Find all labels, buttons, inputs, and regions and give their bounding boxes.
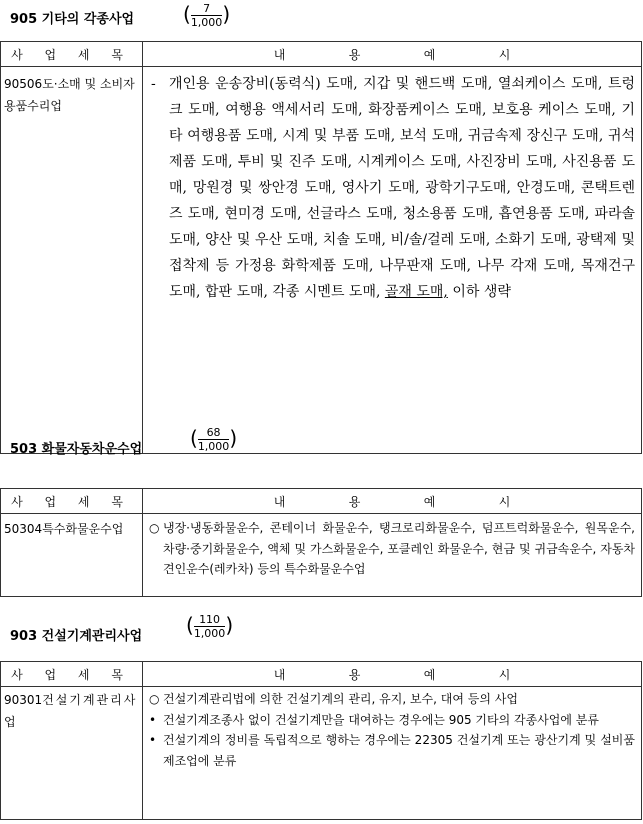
business-table (0, 488, 642, 597)
business-code: 90301 (4, 693, 43, 707)
content-text: 개인용 운송장비(동력식) 도매, 지갑 및 핸드백 도매, 열쇠케이스 도매, 트렁크 도매, 여행용 액세서리 도매, 화장품케이스 도매, 보호용 케이스 도매, 기타 여행용품 도매, 시계 및 부품 도매, 보석 도매, 귀금속제 장신구 도매, 귀석제품 도매, 투비 및 진주 도매, 시계케이스 도매, 사진장비 도매, 사진용품 도매, 망원경 및 쌍안경 도매, 영사기 도매, 광학기구도매, 안경도매, 콘택트렌즈 도매, 현미경 도매, 선글라스 도매, 청소용품 도매, 흡연용품 도매, 파라솔 도매, 양산 및 우산 도매, 치솔 도매, 비/솔/걸레 도매, 소화기 도매, 광택제 및 접착제 등 가정용 화학제품 도매, 나무판재 도매, 나무 각재 도매, 목재건구 도매, 합판 도매, 각종 시멘트 도매, (169, 76, 635, 300)
header-business-item: 사 업 세 목 (1, 42, 143, 67)
section-title: 503 화물자동차운수업 (10, 442, 143, 457)
content-text: 냉장·냉동화물운수, 콘테이너 화물운수, 탱크로리화물운수, 덤프트럭화물운수, 원목운수, 차량·중기화물운수, 액체 및 가스화물운수, 포클레인 화물운수, 현금 및 귀금속운수, 자동차 견인운수(레카차) 등의 특수화물운수업 (163, 521, 635, 576)
ratio-denominator: 1,000 (193, 627, 226, 640)
circle-mark: ○ (149, 692, 160, 706)
bullet-mark: • (149, 733, 157, 747)
business-name: 특수화물운수업 (42, 522, 124, 536)
business-table (0, 41, 642, 454)
section-title: 905 기타의 각종사업 (10, 12, 135, 27)
ratio-denominator: 1,000 (197, 440, 230, 453)
header-business-item: 사 업 세 목 (1, 662, 143, 687)
content-text: 건설기계관리법에 의한 건설기계의 관리, 유지, 보수, 대여 등의 사업 (163, 692, 518, 706)
content-example (143, 687, 642, 820)
content-tail-text: 이하 생략 (447, 284, 511, 300)
header-business-item: 사 업 세 목 (1, 489, 143, 514)
business-name: 도·소매 및 소비자용품수리업 (4, 77, 135, 113)
business-code-cell (1, 687, 143, 820)
content-underlined-text: 골재 도매, (384, 284, 448, 300)
ratio-denominator: 1,000 (190, 16, 223, 29)
bullet-mark: • (149, 712, 157, 727)
header-content-example: 내 용 예 시 (143, 42, 642, 67)
header-content-example: 내 용 예 시 (143, 662, 642, 687)
business-name: 건설기계관리사업 (4, 693, 138, 729)
ratio-fraction: ( $\frac{68}{1,000}$ ) (190, 425, 238, 453)
business-code: 50304 (4, 522, 43, 536)
business-code-cell (1, 67, 143, 454)
content-example (143, 514, 642, 597)
ratio-numerator: 68 (198, 427, 230, 440)
ratio-fraction: ( $\frac{110}{1,000}$ ) (186, 612, 234, 640)
header-content-example: 내 용 예 시 (143, 489, 642, 514)
ratio-numerator: 7 (191, 3, 223, 16)
business-table (0, 661, 642, 820)
circle-mark: ○ (149, 521, 160, 535)
ratio-numerator: 110 (194, 614, 226, 627)
section-title: 903 건설기계관리사업 (10, 629, 143, 644)
content-example (143, 67, 642, 454)
content-text: 건설기계조종사 없이 건설기계만을 대여하는 경우에는 905 기타의 각종사업에 분류 (163, 712, 599, 727)
dash-mark: - (151, 76, 156, 92)
business-code: 90506 (4, 77, 43, 91)
ratio-fraction: ( $\frac{7}{1,000}$ ) (183, 1, 231, 29)
content-text: 건설기계의 정비를 독립적으로 행하는 경우에는 22305 건설기계 또는 광산기계 및 설비품제조업에 분류 (163, 733, 635, 768)
business-code-cell (1, 514, 143, 597)
